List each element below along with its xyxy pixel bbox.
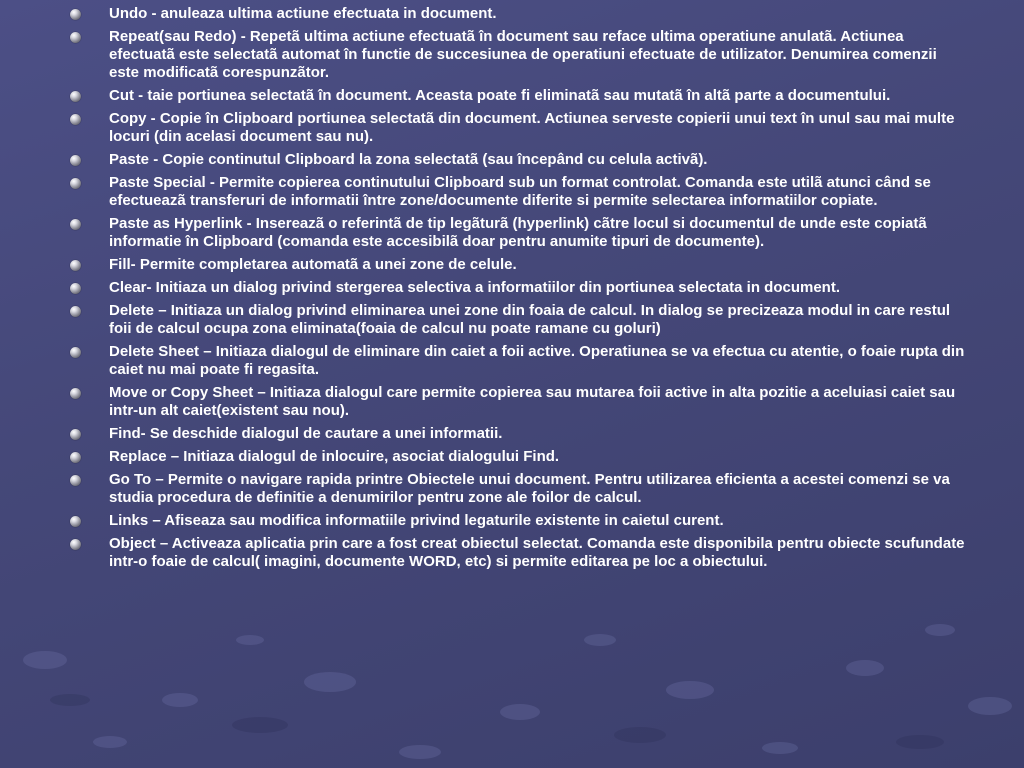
list-item [70,174,970,210]
list-item [70,5,970,23]
round-bullet-icon [70,452,81,463]
round-bullet-icon [70,388,81,399]
list-item-text: Paste Special - Permite copierea continutului Clipboard sub un format controlat. Comanda este utilã atunci când se efectueazã transferuri de informatii între zone/documente diferite si permite selectarea informatiilor copiate. [109,174,931,209]
round-bullet-icon [70,516,81,527]
round-bullet-icon [70,32,81,43]
round-bullet-icon [70,283,81,294]
round-bullet-icon [70,114,81,125]
list-item [70,302,970,338]
list-item [70,151,970,169]
list-item [70,425,970,443]
list-item [70,256,970,274]
list-item-text: Cut - taie portiunea selectatã în document. Aceasta poate fi eliminatã sau mutatã în altã parte a documentului. [109,87,891,104]
command-list [70,5,970,576]
list-item-text: Find- Se deschide dialogul de cautare a unei informatii. [109,425,503,442]
list-item-text: Delete – Initiaza un dialog privind eliminarea unei zone din foaia de calcul. In dialog se precizeaza modul in care restul foii de calcul ocupa zona eliminata(foaia de calcul nu poate ramane cu goluri) [109,302,951,337]
list-item-text: Clear- Initiaza un dialog privind stergerea selectiva a informatiilor din portiunea selectata in document. [109,279,841,296]
list-item [70,448,970,466]
round-bullet-icon [70,155,81,166]
list-item-text: Paste as Hyperlink - Insereazã o referintã de tip legãturã (hyperlink) cãtre locul si documentul de unde este copiatã informatie în Clipboard (comanda este accesibilã doar pentru anumite tipuri de documente). [109,215,927,250]
list-item [70,110,970,146]
round-bullet-icon [70,539,81,550]
list-item [70,87,970,105]
round-bullet-icon [70,178,81,189]
list-item [70,471,970,507]
list-item-text: Copy - Copie în Clipboard portiunea selectatã din document. Actiunea serveste copierii unui text în unul sau mai multe locuri (din acelasi document sau nu). [109,110,955,145]
list-item [70,384,970,420]
list-item [70,215,970,251]
round-bullet-icon [70,429,81,440]
list-item [70,28,970,82]
list-item-text: Fill- Permite completarea automatã a unei zone de celule. [109,256,517,273]
list-item-text: Object – Activeaza aplicatia prin care a fost creat obiectul selectat. Comanda este disponibila pentru obiecte scufundate intr-o foaie de calcul( imagini, documente WORD, etc) si permite editarea pe loc a obiectului. [109,535,965,570]
round-bullet-icon [70,91,81,102]
list-item [70,279,970,297]
list-item-text: Delete Sheet – Initiaza dialogul de eliminare din caiet a foii active. Operatiunea se va efectua cu atentie, o foaie rupta din caiet nu mai poate fi regasita. [109,343,965,378]
list-item-text: Move or Copy Sheet – Initiaza dialogul care permite copierea sau mutarea foii active in alta pozitie a aceluiasi caiet sau intr-un alt caiet(existent sau nou). [109,384,956,419]
list-item [70,512,970,530]
round-bullet-icon [70,9,81,20]
list-item [70,535,970,571]
round-bullet-icon [70,219,81,230]
list-item-text: Go To – Permite o navigare rapida printre Obiectele unui document. Pentru utilizarea eficienta a acestei comenzi se va studia procedura de definitie a denumirilor pentru zone ale foilor de calcul. [109,471,950,506]
list-item-text: Replace – Initiaza dialogul de inlocuire, asociat dialogului Find. [109,448,560,465]
round-bullet-icon [70,347,81,358]
round-bullet-icon [70,306,81,317]
round-bullet-icon [70,260,81,271]
round-bullet-icon [70,475,81,486]
list-item-text: Undo - anuleaza ultima actiune efectuata in document. [109,5,497,22]
list-item-text: Links – Afiseaza sau modifica informatiile privind legaturile existente in caietul curent. [109,512,724,529]
list-item-text: Paste - Copie continutul Clipboard la zona selectatã (sau începând cu celula activã). [109,151,708,168]
list-item [70,343,970,379]
list-item-text: Repeat(sau Redo) - Repetã ultima actiune efectuatã în document sau reface ultima operatiune anulatã. Actiunea efectuatã este selectatã automat în functie de succesiunea de operatiuni efectuate de utilizator. Denumirea comenzii este modificatã corespunzãtor. [109,28,937,81]
